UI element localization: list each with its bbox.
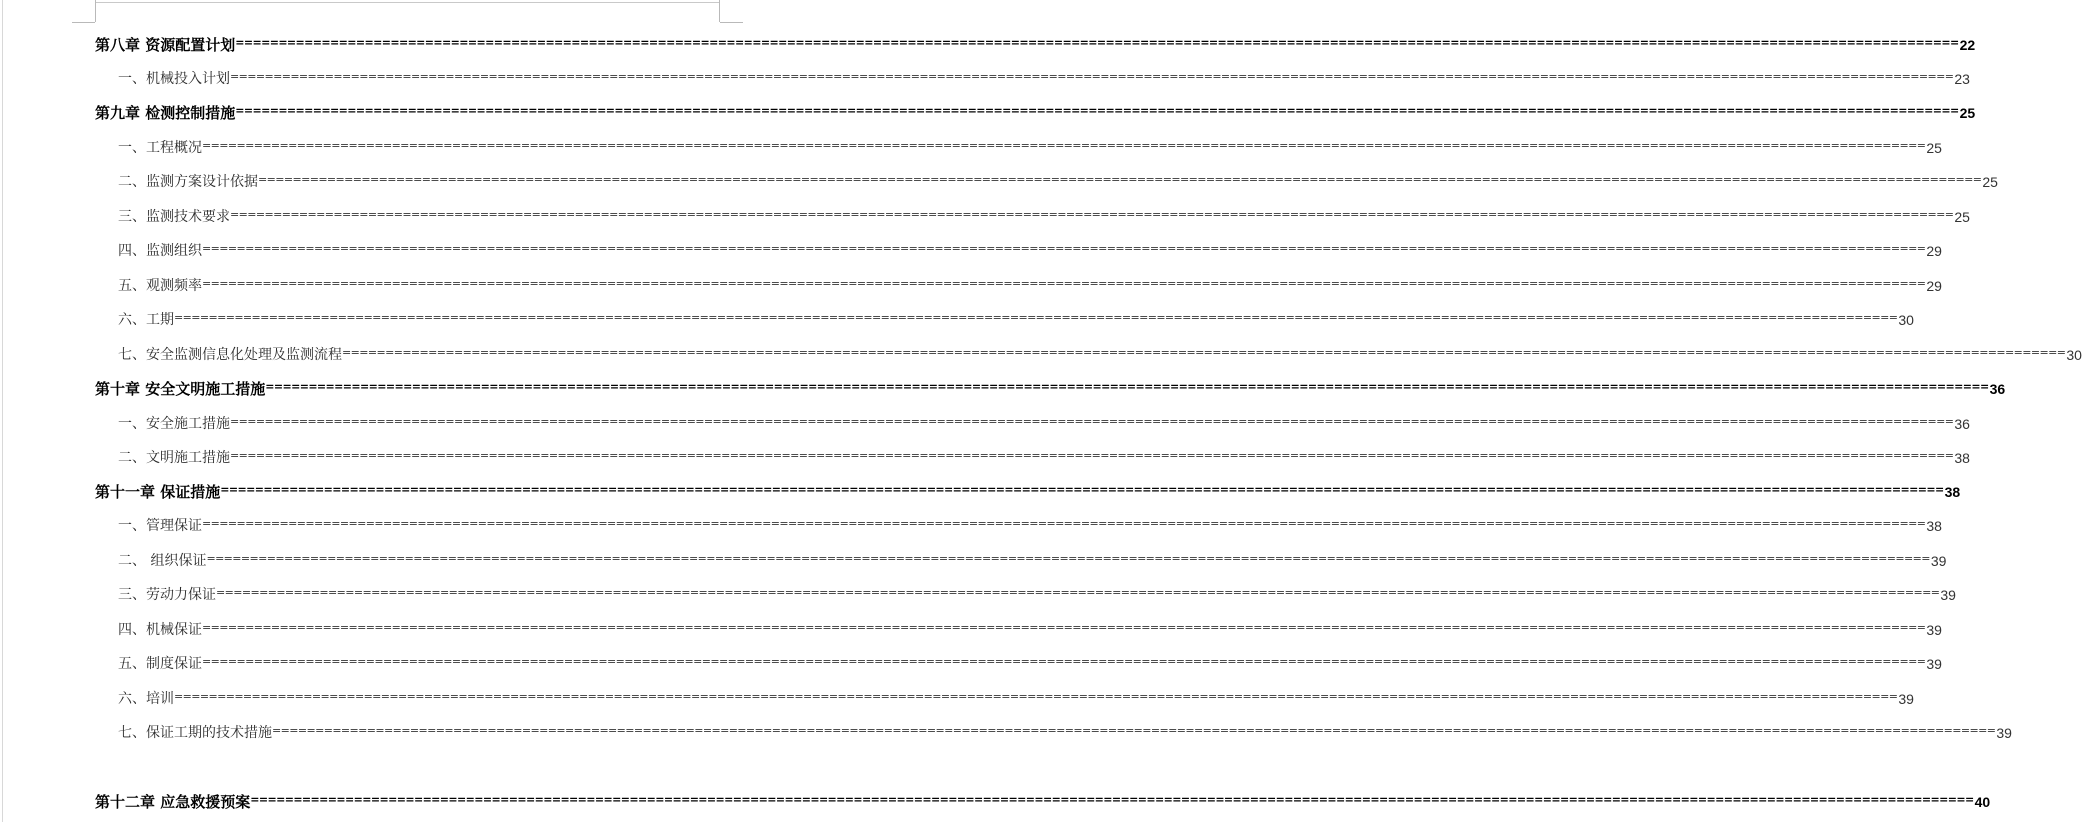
toc-page-number: 29 [1926, 278, 1942, 294]
toc-leader: ======================================================================================================================================================================================================== [265, 380, 1989, 393]
toc-leader: ======================================================================================================================================================================================================== [272, 724, 1996, 737]
toc-leader: ======================================================================================================================================================================================================== [220, 483, 1944, 496]
toc-section-entry[interactable] [118, 66, 1970, 88]
toc-entry-title: 五、观测频率 [118, 278, 202, 294]
toc-entry-title: 一、管理保证 [118, 518, 202, 534]
toc-entry-title: 一、工程概况 [118, 140, 202, 156]
toc-entry-title: 第十一章 保证措施 [95, 483, 221, 501]
toc-leader: ======================================================================================================================================================================================================== [202, 621, 1926, 634]
toc-leader: ======================================================================================================================================================================================================== [206, 552, 1930, 565]
toc-page-number: 25 [1959, 105, 1976, 121]
toc-section-entry[interactable] [118, 135, 1942, 157]
toc-entry-title: 二、文明施工措施 [118, 450, 230, 466]
toc-entry-title: 三、监测技术要求 [118, 209, 230, 225]
toc-section-entry[interactable] [118, 169, 1998, 191]
toc-entry-title: 第十二章 应急救援预案 [95, 793, 251, 811]
toc-entry-title: 五、制度保证 [118, 656, 202, 672]
toc-section-entry[interactable] [118, 548, 1947, 570]
toc-page-number: 30 [2066, 347, 2082, 363]
toc-section-entry[interactable] [118, 342, 2082, 364]
toc-section-entry[interactable] [118, 445, 1970, 467]
toc-page-number: 39 [1926, 622, 1942, 638]
toc-entry-title: 二、监测方案设计依据 [118, 174, 258, 190]
toc-page-number: 25 [1982, 174, 1998, 190]
toc-entry-title: 第九章 检测控制措施 [95, 104, 236, 122]
toc-page-number: 39 [1930, 553, 1947, 569]
toc-page-number: 38 [1926, 518, 1942, 534]
toc-page-number: 30 [1898, 312, 1914, 328]
toc-entry-title: 四、监测组织 [118, 243, 202, 259]
toc-page-number: 29 [1926, 243, 1942, 259]
toc-leader: ======================================================================================================================================================================================================== [216, 586, 1940, 599]
toc-page-number: 36 [1954, 416, 1970, 432]
toc-section-entry[interactable] [118, 204, 1970, 226]
toc-page-number: 38 [1954, 450, 1970, 466]
toc-leader: ======================================================================================================================================================================================================== [230, 208, 1954, 221]
toc-page-number: 23 [1954, 71, 1970, 87]
toc-leader: ======================================================================================================================================================================================================== [230, 70, 1954, 83]
toc-page-number: 25 [1954, 209, 1970, 225]
toc-entry-title: 四、机械保证 [118, 622, 202, 638]
toc-leader: ======================================================================================================================================================================================================== [202, 277, 1926, 290]
toc-entry-title: 六、培训 [118, 691, 174, 707]
toc-section-entry[interactable] [118, 513, 1942, 535]
toc-leader: ======================================================================================================================================================================================================== [202, 139, 1926, 152]
toc-entry-title: 三、劳动力保证 [118, 587, 216, 603]
toc-section-entry[interactable] [118, 617, 1942, 639]
toc-page-number: 39 [1898, 691, 1914, 707]
toc-leader: ======================================================================================================================================================================================================== [174, 690, 1898, 703]
toc-leader: ======================================================================================================================================================================================================== [342, 346, 2066, 359]
toc-entry-title: 二、 组织保证 [118, 553, 207, 569]
toc-section-entry[interactable] [118, 273, 1942, 295]
toc-leader: ======================================================================================================================================================================================================== [235, 36, 1959, 49]
toc-entry-title: 第八章 资源配置计划 [95, 36, 236, 54]
toc-leader: ======================================================================================================================================================================================================== [258, 173, 1982, 186]
toc-entry-title: 第十章 安全文明施工措施 [95, 380, 266, 398]
toc-page-number: 39 [1940, 587, 1956, 603]
toc-leader: ======================================================================================================================================================================================================== [230, 449, 1954, 462]
toc-leader: ======================================================================================================================================================================================================== [174, 311, 1898, 324]
toc-leader: ======================================================================================================================================================================================================== [202, 655, 1926, 668]
toc-section-entry[interactable] [118, 411, 1970, 433]
toc-entry-title: 七、安全监测信息化处理及监测流程 [118, 347, 342, 363]
toc-section-entry[interactable] [118, 238, 1942, 260]
toc-page-number: 25 [1926, 140, 1942, 156]
toc-section-entry[interactable] [118, 686, 1914, 708]
toc-entry-title: 一、机械投入计划 [118, 71, 230, 87]
toc-chapter-entry[interactable] [95, 100, 1976, 122]
toc-section-entry[interactable] [118, 582, 1956, 604]
toc-leader: ======================================================================================================================================================================================================== [202, 242, 1926, 255]
toc-leader: ======================================================================================================================================================================================================== [235, 104, 1959, 117]
toc-leader: ======================================================================================================================================================================================================== [230, 415, 1954, 428]
toc-chapter-entry[interactable] [95, 376, 2006, 398]
toc-page-number: 39 [1996, 725, 2012, 741]
toc-entry-title: 七、保证工期的技术措施 [118, 725, 272, 741]
toc-page-number: 40 [1974, 794, 1991, 810]
toc-section-entry[interactable] [118, 651, 1942, 673]
toc-chapter-entry[interactable] [95, 32, 1976, 54]
toc-section-entry[interactable] [118, 720, 2012, 742]
toc-page-number: 39 [1926, 656, 1942, 672]
toc-chapter-entry[interactable] [95, 479, 1961, 501]
toc-leader: ======================================================================================================================================================================================================== [250, 793, 1974, 806]
toc-entry-title: 六、工期 [118, 312, 174, 328]
toc-page-number: 22 [1959, 37, 1976, 53]
toc-entry-title: 一、安全施工措施 [118, 416, 230, 432]
toc-page-number: 36 [1989, 381, 2006, 397]
toc-section-entry[interactable] [118, 307, 1914, 329]
toc-chapter-entry[interactable] [95, 789, 1991, 811]
toc-leader: ======================================================================================================================================================================================================== [202, 517, 1926, 530]
toc-page-number: 38 [1944, 484, 1961, 500]
